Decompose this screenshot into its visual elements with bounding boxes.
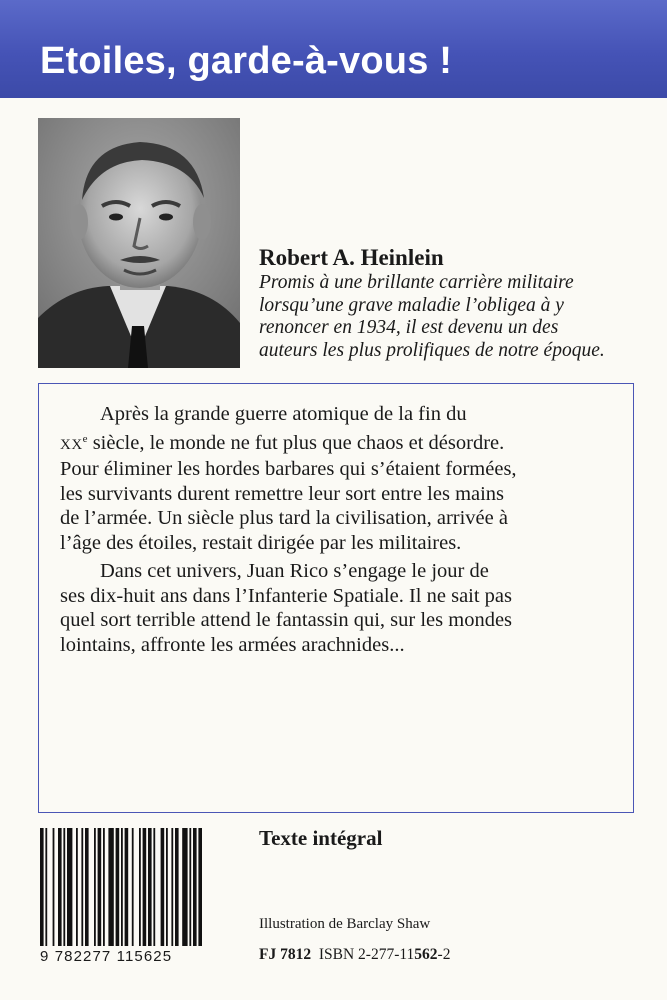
synopsis-line: l’âge des étoiles, restait dirigée par les militaires. bbox=[60, 531, 462, 554]
barcode-bar bbox=[121, 828, 123, 946]
bio-line: auteurs les plus prolifiques de notre époque. bbox=[259, 339, 605, 361]
edition-label: Texte intégral bbox=[259, 826, 383, 850]
barcode-bar bbox=[108, 828, 113, 946]
barcode-bar bbox=[198, 828, 202, 946]
barcode-bar bbox=[40, 828, 44, 946]
barcode-bar bbox=[171, 828, 173, 946]
bio-line: Promis à une brillante carrière militaire bbox=[259, 272, 574, 293]
barcode-bar bbox=[58, 828, 62, 946]
barcode-bar bbox=[94, 828, 96, 946]
barcode-bar bbox=[76, 828, 78, 946]
synopsis-line: Pour éliminer les hordes barbares qui s’étaient formées, bbox=[60, 458, 517, 480]
barcode-bar bbox=[67, 828, 72, 946]
barcode-bar bbox=[189, 828, 191, 946]
author-name: Robert A. Heinlein bbox=[259, 245, 444, 270]
barcode-bar bbox=[148, 828, 152, 946]
barcode-bar bbox=[193, 828, 197, 946]
synopsis-line bbox=[60, 427, 630, 458]
isbn-check: -2 bbox=[437, 946, 451, 963]
barcode-bar bbox=[132, 828, 134, 946]
barcode-bar bbox=[166, 828, 168, 946]
synopsis-line: les survivants durent remettre leur sort entre les mains bbox=[60, 482, 505, 505]
century-suffix: e bbox=[82, 432, 88, 445]
isbn-bold-part: 562 bbox=[414, 946, 438, 963]
barcode-bar bbox=[139, 828, 141, 946]
barcode-bar bbox=[45, 828, 47, 946]
barcode-bar bbox=[153, 828, 155, 946]
bio-line: renoncer en 1934, il est devenu un des bbox=[259, 317, 559, 338]
isbn-line bbox=[259, 946, 450, 964]
barcode-bar bbox=[53, 828, 55, 946]
barcode-bar bbox=[63, 828, 65, 946]
barcode-bar bbox=[143, 828, 147, 946]
barcode bbox=[38, 828, 244, 968]
barcode-bar bbox=[125, 828, 129, 946]
synopsis-line: de l’armée. Un siècle plus tard la civilisation, arrivée à bbox=[60, 507, 508, 529]
catalog-code: FJ 7812 bbox=[259, 946, 312, 963]
barcode-bar bbox=[103, 828, 105, 946]
book-title: Etoiles, garde-à-vous ! bbox=[40, 40, 453, 82]
barcode-bar bbox=[98, 828, 102, 946]
barcode-bar bbox=[116, 828, 120, 946]
isbn-label: ISBN 2-277-11 bbox=[318, 946, 415, 963]
synopsis-line: Après la grande guerre atomique de la fin du bbox=[100, 403, 467, 425]
barcode-bar bbox=[81, 828, 83, 946]
barcode-bar bbox=[161, 828, 165, 946]
synopsis-line: quel sort terrible attend le fantassin qui, sur les mondes bbox=[60, 609, 513, 631]
author-photo bbox=[38, 118, 240, 368]
barcode-bar bbox=[182, 828, 187, 946]
synopsis-line: lointains, affronte les armées arachnides... bbox=[60, 633, 405, 656]
barcode-digits: 9 782277 115625 bbox=[40, 948, 173, 965]
synopsis-line: ses dix-huit ans dans l’Infanterie Spatiale. Il ne sait pas bbox=[60, 584, 513, 607]
synopsis-line: Dans cet univers, Juan Rico s’engage le jour de bbox=[100, 560, 489, 582]
century-numeral: XX bbox=[60, 436, 83, 453]
bio-line: lorsqu’une grave maladie l’obligea à y bbox=[259, 294, 564, 316]
barcode-bar bbox=[175, 828, 179, 946]
barcode-bar bbox=[85, 828, 89, 946]
synopsis-line-rest: siècle, le monde ne fut plus que chaos et désordre. bbox=[87, 431, 505, 454]
illustration-credit: Illustration de Barclay Shaw bbox=[259, 916, 431, 932]
header-banner bbox=[0, 0, 667, 98]
synopsis-text bbox=[60, 402, 630, 657]
author-bio bbox=[259, 272, 654, 362]
